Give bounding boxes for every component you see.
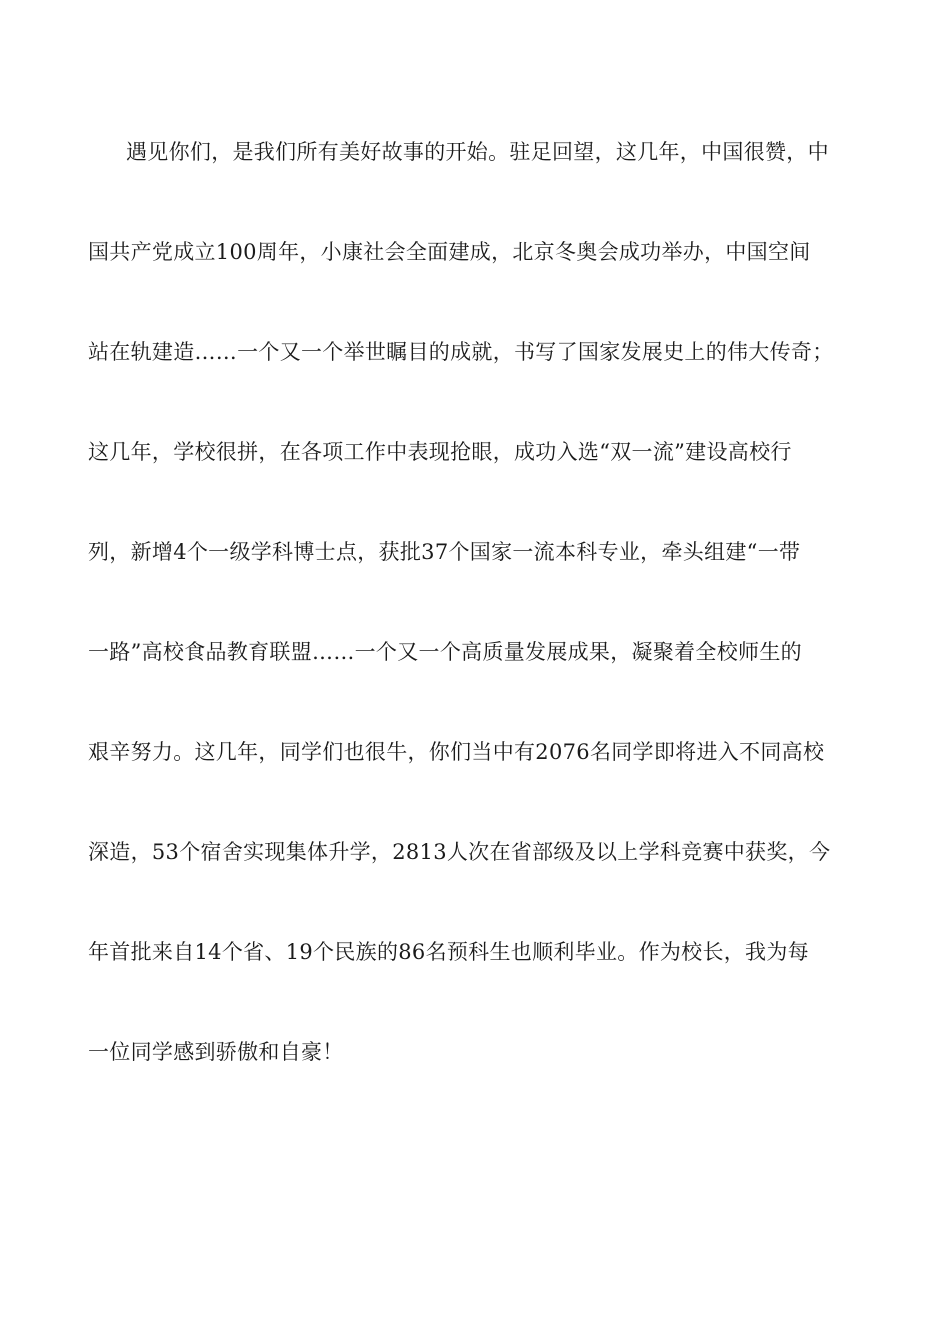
paragraph-line: 列，新增4个一级学科博士点，获批37个国家一流本科专业，牵头组建“一带 [88,540,801,564]
paragraph-line: 这几年，学校很拼，在各项工作中表现抢眼，成功入选“双一流”建设高校行 [88,440,792,464]
paragraph-line: 一路”高校食品教育联盟……一个又一个高质量发展成果，凝聚着全校师生的 [88,640,802,664]
paragraph-line: 深造，53个宿舍实现集体升学，2813人次在省部级及以上学科竞赛中获奖，今 [88,840,831,864]
paragraph-line: 一位同学感到骄傲和自豪！ [88,1040,344,1064]
paragraph-line: 遇见你们，是我们所有美好故事的开始。驻足回望，这几年，中国很赞，中 [126,140,829,164]
paragraph-line: 国共产党成立100周年，小康社会全面建成，北京冬奥会成功举办，中国空间 [88,240,811,264]
paragraph-line: 年首批来自14个省、19个民族的86名预科生也顺利毕业。作为校长，我为每 [88,940,809,964]
paragraph-line: 艰辛努力。这几年，同学们也很牛，你们当中有2076名同学即将进入不同高校 [88,740,825,764]
paragraph-line: 站在轨建造……一个又一个举世瞩目的成就，书写了国家发展史上的伟大传奇； [88,340,834,364]
